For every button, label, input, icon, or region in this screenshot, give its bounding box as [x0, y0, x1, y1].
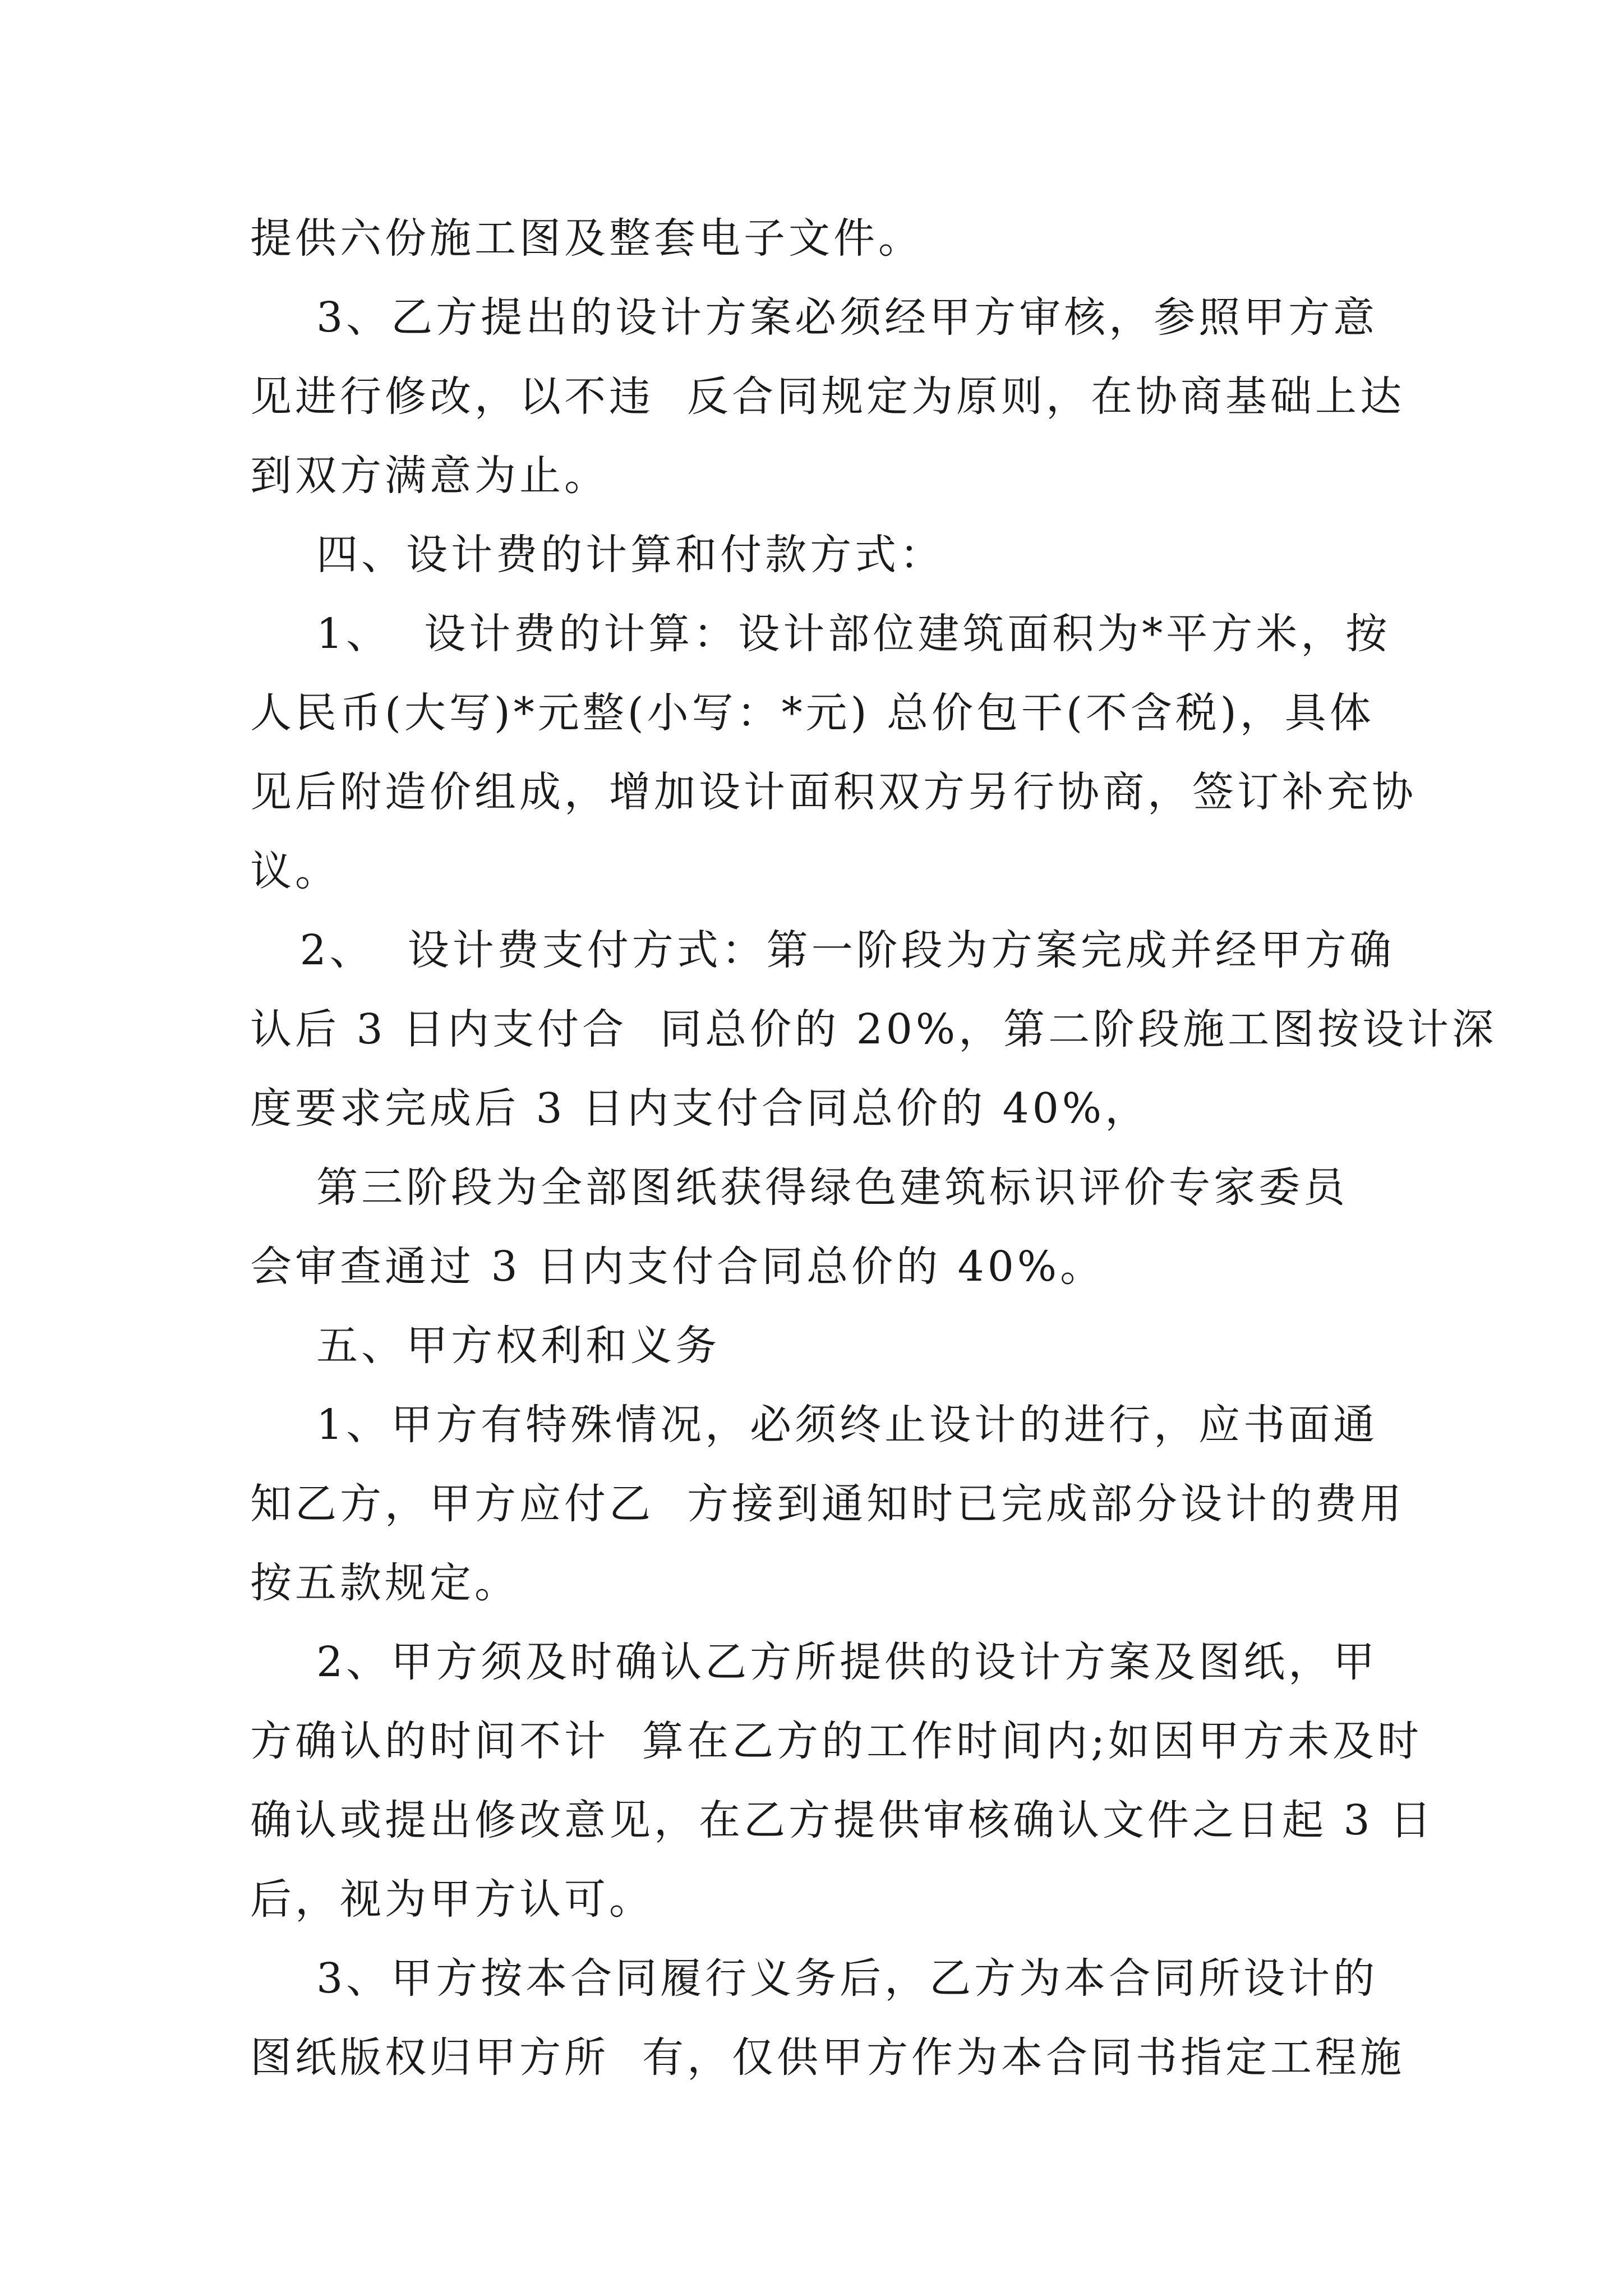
- text-line: 图纸版权归甲方所 有，仅供甲方作为本合同书指定工程施: [250, 2033, 1405, 2082]
- text-line: 按五款规定。: [250, 1559, 519, 1607]
- text-line: 2、 设计费支付方式：第一阶段为方案完成并经甲方确: [250, 926, 1395, 974]
- text-line: 3、甲方按本合同履行义务后，乙方为本合同所设计的: [250, 1954, 1378, 2003]
- section-heading: 五、甲方权利和义务: [250, 1322, 721, 1370]
- text-line: 认后 3 日内支付合 同总价的 20%，第二阶段施工图按设计深: [250, 1005, 1497, 1053]
- text-line: 3、乙方提出的设计方案必须经甲方审核，参照甲方意: [250, 293, 1378, 342]
- text-line: 1、甲方有特殊情况，必须终止设计的进行，应书面通: [250, 1401, 1378, 1449]
- text-line: 会审查通过 3 日内支付合同总价的 40%。: [250, 1243, 1105, 1291]
- text-line: 第三阶段为全部图纸获得绿色建筑标识评价专家委员: [250, 1163, 1349, 1212]
- text-line: 议。: [250, 847, 340, 895]
- text-line: 方确认的时间不计 算在乙方的工作时间内;如因甲方未及时: [250, 1717, 1422, 1765]
- text-line: 到双方满意为止。: [250, 452, 609, 500]
- text-line: 提供六份施工图及整套电子文件。: [250, 214, 923, 263]
- text-line: 知乙方，甲方应付乙 方接到通知时已完成部分设计的费用: [250, 1480, 1405, 1528]
- text-line: 人民币(大写)*元整(小写：*元) 总价包干(不含税)，具体: [250, 689, 1375, 737]
- text-line: 后，视为甲方认可。: [250, 1875, 654, 1924]
- text-line: 2、甲方须及时确认乙方所提供的设计方案及图纸，甲: [250, 1638, 1378, 1686]
- text-line: 1、 设计费的计算：设计部位建筑面积为*平方米，按: [250, 610, 1391, 658]
- section-heading: 四、设计费的计算和付款方式：: [250, 531, 945, 579]
- text-line: 确认或提出修改意见，在乙方提供审核确认文件之日起 3 日: [250, 1796, 1435, 1844]
- text-line: 度要求完成后 3 日内支付合同总价的 40%，: [250, 1084, 1150, 1133]
- text-line: 见进行修改，以不违 反合同规定为原则，在协商基础上达: [250, 372, 1405, 421]
- text-line: 见后附造价组成，增加设计面积双方另行协商，签订补充协: [250, 768, 1417, 816]
